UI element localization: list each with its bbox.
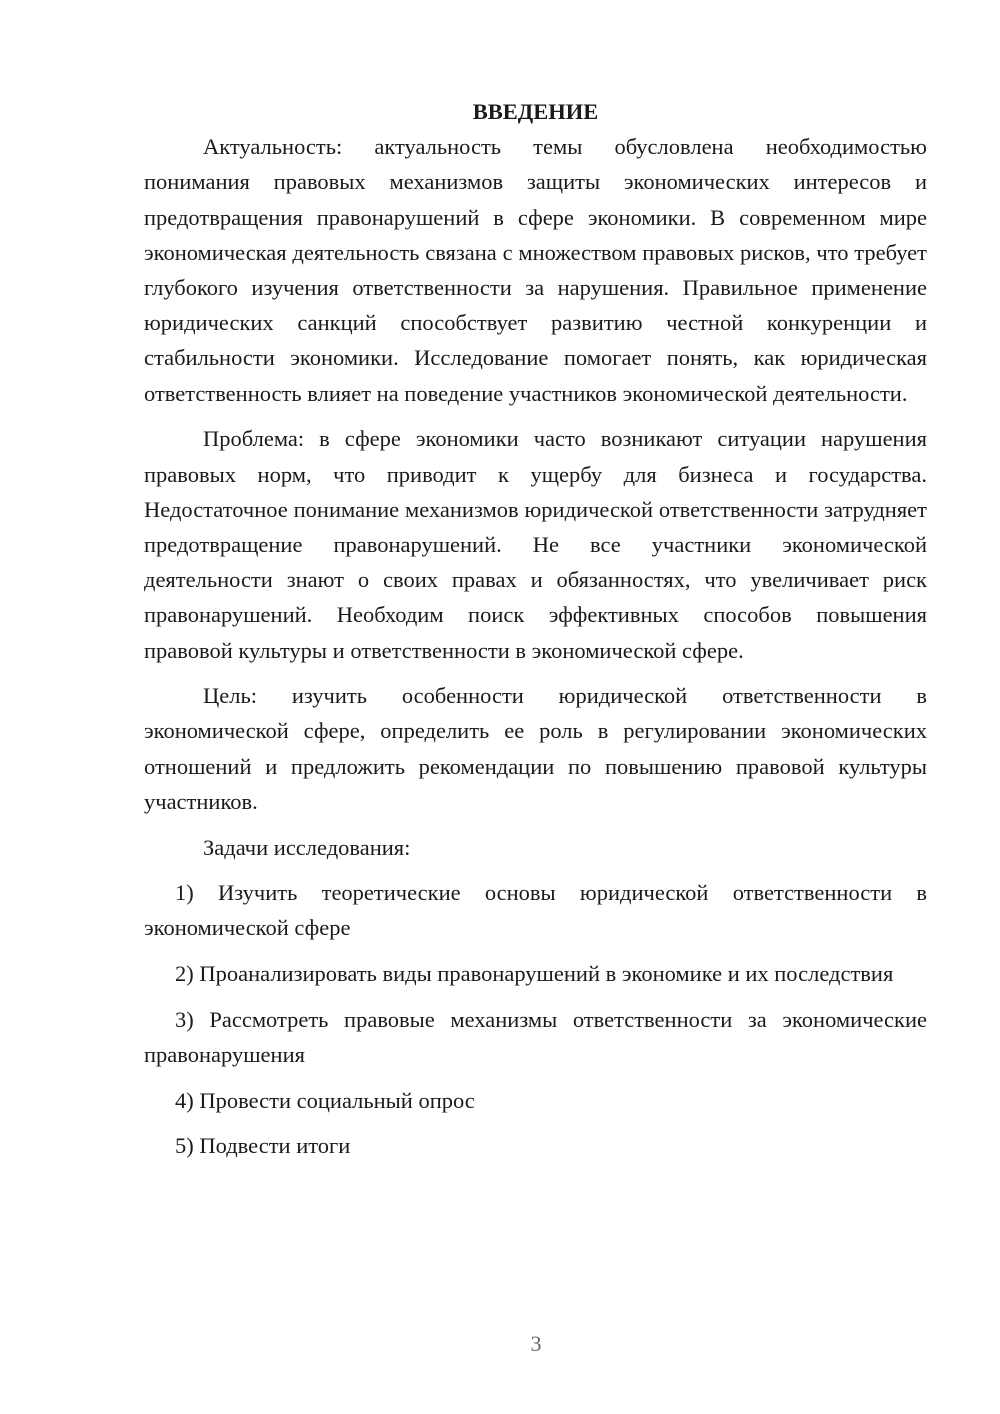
- task-item-4: 4) Провести социальный опрос: [175, 1087, 475, 1113]
- paragraph-problem: Проблема: в сфере экономики часто возникают ситуации нарушения правовых норм, что приводит к ущербу для бизнеса и государства. Недостаточное понимание механизмов юридической ответственности затрудняет предотвращение правонарушений. Не все участники экономической деятельности знают о своих правах и обязанностях, что увеличивает риск правонарушений. Необходим поиск эффективных способов повышения правовой культуры и ответственности в экономической сфере.: [144, 426, 927, 663]
- paragraph-goal: Цель: изучить особенности юридической ответственности в экономической сфере, определить ее роль в регулировании экономических отношений и предложить рекомендации по повышению правовой культуры участников.: [144, 683, 927, 814]
- page-number: 3: [530, 1331, 542, 1356]
- paragraph-relevance: Актуальность: актуальность темы обусловлена необходимостью понимания правовых механизмов защиты экономических интересов и предотвращения правонарушений в сфере экономики. В современном мире экономическая деятельность связана с множеством правовых рисков, что требует глубокого изучения ответственности за нарушения. Правильное применение юридических санкций способствует развитию честной конкуренции и стабильности экономики. Исследование помогает понять, как юридическая ответственность влияет на поведение участников экономической деятельности.: [144, 134, 927, 406]
- task-item-5: 5) Подвести итоги: [175, 1133, 351, 1159]
- task-item-1: 1) Изучить теоретические основы юридической ответственности в экономической сфере: [144, 880, 927, 941]
- page-content: [144, 94, 927, 1164]
- task-item-3: 3) Рассмотреть правовые механизмы ответственности за экономические правонарушения: [144, 1006, 927, 1068]
- task-item-2: 2) Проанализировать виды правонарушений в экономике и их последствия: [175, 961, 894, 987]
- page-heading: ВВЕДЕНИЕ: [472, 99, 599, 124]
- tasks-title: Задачи исследования:: [203, 834, 411, 860]
